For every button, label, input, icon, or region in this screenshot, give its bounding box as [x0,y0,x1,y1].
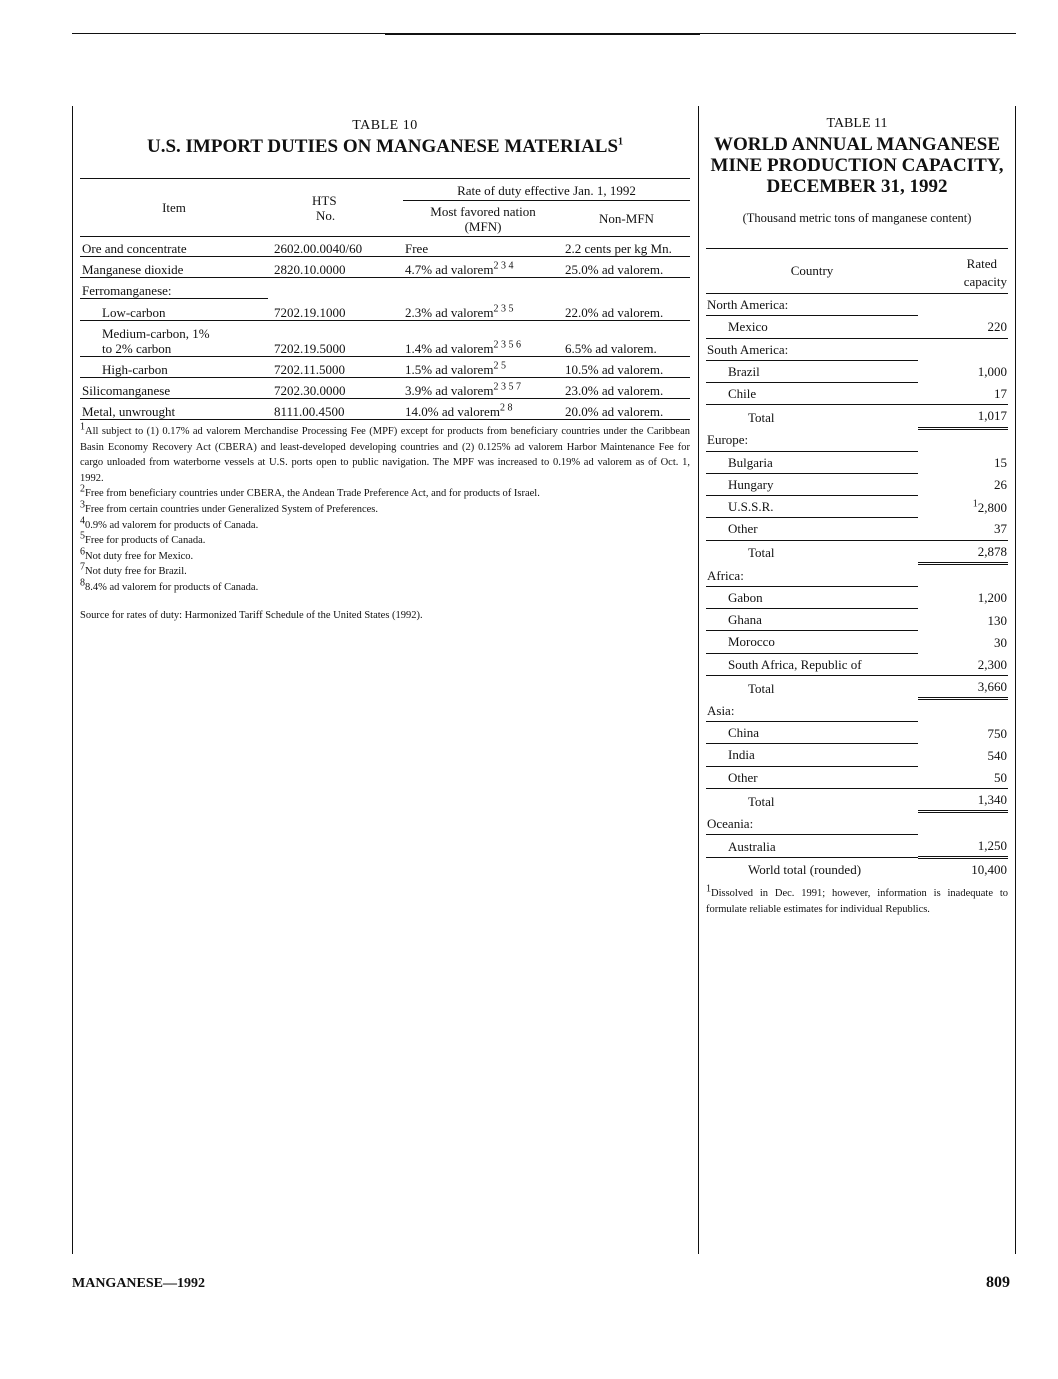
col-rated-capacity [918,249,1008,294]
country-name: South Africa, Republic of [706,653,918,675]
footnote-text: 0.9% ad valorem for products of Canada. [85,519,259,531]
total-label: Total [748,793,775,809]
table-row [706,857,1008,880]
table-row [706,405,1008,428]
table-row [80,357,690,378]
capacity-value [918,428,1008,451]
col-hts-line1: HTS [312,192,337,208]
footnote [80,483,690,502]
table-row [706,428,1008,451]
capacity-value [918,699,1008,722]
country-name: Brazil [706,360,918,382]
footnote [80,561,690,580]
capacity-number: 540 [987,747,1007,763]
footnote-number: 7 [80,561,85,573]
table-row [706,835,1008,858]
footnote-text: Free from certain countries under Generalized System of Preferences. [85,503,379,515]
cell-item: High-carbon [102,362,168,377]
table-row [80,237,690,257]
capacity-number: 750 [987,725,1007,741]
capacity-value [918,812,1008,835]
capacity-value [918,653,1008,675]
footnote-number: 1 [80,421,85,433]
running-footer: MANGANESE—1992 [72,1276,206,1291]
capacity-number: 1,017 [977,408,1007,424]
capacity-value [918,766,1008,788]
capacity-number: 1,340 [977,792,1007,808]
cell-item: Silicomanganese [82,383,171,398]
footnote-text: All subject to (1) 0.17% ad valorem Merchandise Processing Fee (MPF) except for products from beneficiary countries under the Caribbean Basin Economy Recovery Act (CBERA) and least-developed developing countries and (2) 0.125% ad valorem Harbor Maintenance Fee for cargo unloaded from waterborne vessels at U.S. ports open to public navigation. The MPF was increased to 0.19% ad valorem as of Oct. 1, 1992. [80,426,690,484]
cell-item [80,321,268,357]
capacity-value [918,338,1008,360]
table-row [706,496,1008,518]
region-name: Asia: [706,699,918,722]
cell-hts: 7202.11.5000 [274,362,346,377]
total-label: World total (rounded) [748,861,862,877]
cell-mfn [403,399,563,420]
table-row [706,609,1008,631]
capacity-number: 17 [994,386,1007,402]
col-rate: Rate of duty effective Jan. 1, 1992 [403,179,690,201]
table-10-title-text: U.S. IMPORT DUTIES ON MANGANESE MATERIALS [146,136,619,157]
total-label: Total [748,680,775,696]
capacity-value [918,586,1008,608]
footnote-text: Not duty free for Brazil. [85,566,187,578]
cell-mfn-text: 4.7% ad valorem [405,262,494,277]
cell-mfn-text: 14.0% ad valorem [405,404,500,419]
country-name: Ghana [706,609,918,631]
cell-mfn [403,257,563,278]
region-name: Oceania: [706,812,918,835]
country-name: Other [706,518,918,540]
capacity-value [918,722,1008,744]
footnote [80,577,690,596]
table-row [706,383,1008,405]
table-row [80,257,690,278]
page-number: 809 [986,1274,1010,1291]
capacity-number: 2,300 [977,656,1007,672]
col-item: Item [162,200,186,215]
capacity-value [918,676,1008,699]
region-name: South America: [706,338,918,360]
table-row [706,540,1008,563]
table-10-label: TABLE 10 [352,118,418,133]
capacity-table-body [706,294,1008,881]
footnote-marker: 1 [972,498,978,510]
table-10-title [80,136,690,158]
country-name: Australia [706,835,918,858]
table-10-source: Source for rates of duty: Harmonized Tariff Schedule of the United States (1992). [80,609,423,621]
footnote-number: 3 [80,499,85,511]
cell-hts: 7202.19.1000 [274,305,346,320]
table-row [706,586,1008,608]
capacity-number: 26 [994,477,1007,493]
footnote-text: Dissolved in Dec. 1991; however, information is inadequate to formulate reliable estimates for individual Republics. [706,888,1008,915]
footnote [80,515,690,534]
footnote [80,421,690,486]
cell-item-line1: Medium-carbon, 1% [102,326,210,341]
duties-table [80,178,690,420]
capacity-value [918,518,1008,540]
table-row [706,744,1008,766]
capacity-number: 3,660 [977,679,1007,695]
capacity-value [918,789,1008,812]
footnote [80,530,690,549]
capacity-value [918,540,1008,563]
cell-mfn-text: 1.4% ad valorem [405,341,494,356]
table-10 [80,118,690,621]
cell-hts: 2820.10.0000 [274,262,346,277]
right-column-rule [1015,106,1016,1254]
table-row [80,321,690,357]
capacity-value [918,609,1008,631]
footnote-number: 5 [80,530,85,542]
table-row [706,789,1008,812]
country-name: U.S.S.R. [706,496,918,518]
cell-item-line2: to 2% carbon [102,341,172,356]
col-hts-line2: No. [316,207,336,223]
cell-nonmfn: 10.5% ad valorem. [565,362,664,377]
footnote [80,546,690,565]
table-11-label: TABLE 11 [826,116,888,131]
capacity-value [918,294,1008,316]
col-hts [268,179,403,237]
capacity-value [918,496,1008,518]
capacity-table [706,248,1008,880]
table-row [706,631,1008,653]
capacity-value [918,857,1008,880]
cell-mfn [403,237,563,257]
capacity-number: 10,400 [971,861,1007,877]
cell-mfn [403,357,563,378]
table-row [706,294,1008,316]
capacity-number: 130 [987,612,1007,628]
center-column-rule [698,106,699,1254]
col-country: Country [706,249,918,294]
capacity-value [918,360,1008,382]
country-name: Chile [706,383,918,405]
capacity-number: 30 [994,634,1007,650]
cell-mfn-text: 3.9% ad valorem [405,383,494,398]
cell-mfn-footnote: 2 8 [499,402,513,414]
cell-nonmfn: 25.0% ad valorem. [565,262,664,277]
footnote-text: Free for products of Canada. [85,535,206,547]
table-row [706,766,1008,788]
footnote-text: Not duty free for Mexico. [85,550,194,562]
capacity-value [918,451,1008,473]
cell-mfn-footnote: 2 3 5 7 [493,381,521,393]
table-row [706,564,1008,587]
capacity-number: 15 [994,455,1007,471]
country-name: Hungary [706,473,918,495]
col-rated-line2: capacity [963,274,1007,289]
capacity-number: 220 [987,319,1007,335]
total-label: Total [748,409,775,425]
cell-mfn-text: Free [405,241,429,256]
cell-nonmfn: 23.0% ad valorem. [565,383,664,398]
cell-mfn-footnote: 2 3 4 [493,260,514,272]
table-row [706,518,1008,540]
cell-nonmfn: 6.5% ad valorem. [565,341,657,356]
total-label: Total [748,545,775,561]
top-rule-thick [385,33,700,35]
region-name: North America: [706,294,918,316]
country-name: Gabon [706,586,918,608]
capacity-number: 1,000 [977,364,1007,380]
capacity-value [918,473,1008,495]
cell-mfn [403,321,563,357]
capacity-number: 2,878 [977,543,1007,559]
col-mfn-line2: (MFN) [464,219,502,234]
cell-hts: 7202.19.5000 [274,341,346,356]
cell-hts: 8111.00.4500 [274,404,345,419]
table-row [706,722,1008,744]
cell-mfn-text: 1.5% ad valorem [405,362,494,377]
table-row [706,676,1008,699]
col-nonmfn: Non-MFN [599,211,654,226]
table-11-footnote [706,883,1008,917]
cell-hts: 2602.00.0040/60 [274,241,363,256]
table-row [706,473,1008,495]
footnote-number: 6 [80,546,85,558]
cell-hts: 7202.30.0000 [274,383,346,398]
table-row [80,399,690,420]
country-name: China [706,722,918,744]
cell-item: Metal, unwrought [82,404,176,419]
cell-mfn-footnote: 2 3 5 [493,303,514,315]
region-name: Africa: [706,564,918,587]
table-11-title-line3: DECEMBER 31, 1992 [766,176,948,197]
capacity-value [918,835,1008,858]
footnote [80,499,690,518]
table-row [706,451,1008,473]
cell-mfn [403,299,563,321]
capacity-value [918,564,1008,587]
capacity-number: 1,250 [977,837,1007,853]
col-mfn [403,201,563,237]
table-row [706,316,1008,338]
cell-mfn-footnote: 2 3 5 6 [493,339,521,351]
table-10-footnotes [80,421,690,596]
table-10-title-footnote: 1 [618,136,624,148]
table-row [706,360,1008,382]
table-11-title-line1: WORLD ANNUAL MANGANESE [713,134,1001,155]
capacity-value [918,316,1008,338]
cell-mfn [403,378,563,399]
capacity-number: 1,200 [977,590,1007,606]
country-name: Mexico [706,316,918,338]
capacity-number: 50 [994,769,1007,785]
table-row [80,299,690,321]
cell-item: Ferromanganese: [80,278,268,299]
footnote-text: 8.4% ad valorem for products of Canada. [85,581,259,593]
table-row [706,338,1008,360]
capacity-value [918,631,1008,653]
table-row [80,378,690,399]
table-row [706,653,1008,675]
cell-item: Low-carbon [102,305,166,320]
footnote-text: Free from beneficiary countries under CBERA, the Andean Trade Preference Act, and for products of Israel. [85,488,540,500]
table-11-subtitle: (Thousand metric tons of manganese content) [742,211,972,225]
col-rated-line1: Rated [966,256,997,271]
table-11-title-line2: MINE PRODUCTION CAPACITY, [710,155,1004,176]
region-name: Europe: [706,428,918,451]
cell-mfn-text: 2.3% ad valorem [405,305,494,320]
cell-item: Ore and concentrate [82,241,187,256]
col-mfn-line1: Most favored nation [430,204,536,219]
table-11-title [706,134,1008,197]
country-name: Other [706,766,918,788]
table-row [80,278,690,299]
country-name: Morocco [706,631,918,653]
cell-mfn-footnote: 2 5 [493,360,506,372]
capacity-value [918,405,1008,428]
country-name: India [706,744,918,766]
capacity-value [918,744,1008,766]
country-name: Bulgaria [706,451,918,473]
capacity-number: 37 [994,521,1007,537]
table-11 [706,116,1008,917]
cell-item: Manganese dioxide [82,262,184,277]
table-row [706,812,1008,835]
footnote-number: 1 [706,883,711,895]
footnote-number: 4 [80,515,85,527]
capacity-number: 2,800 [977,499,1007,515]
capacity-value [918,383,1008,405]
cell-nonmfn: 20.0% ad valorem. [565,404,664,419]
table-row [706,699,1008,722]
cell-nonmfn: 2.2 cents per kg Mn. [565,241,672,256]
cell-nonmfn: 22.0% ad valorem. [565,305,664,320]
left-column-rule [72,106,73,1254]
footnote-number: 2 [80,483,85,495]
footnote-number: 8 [80,577,85,589]
